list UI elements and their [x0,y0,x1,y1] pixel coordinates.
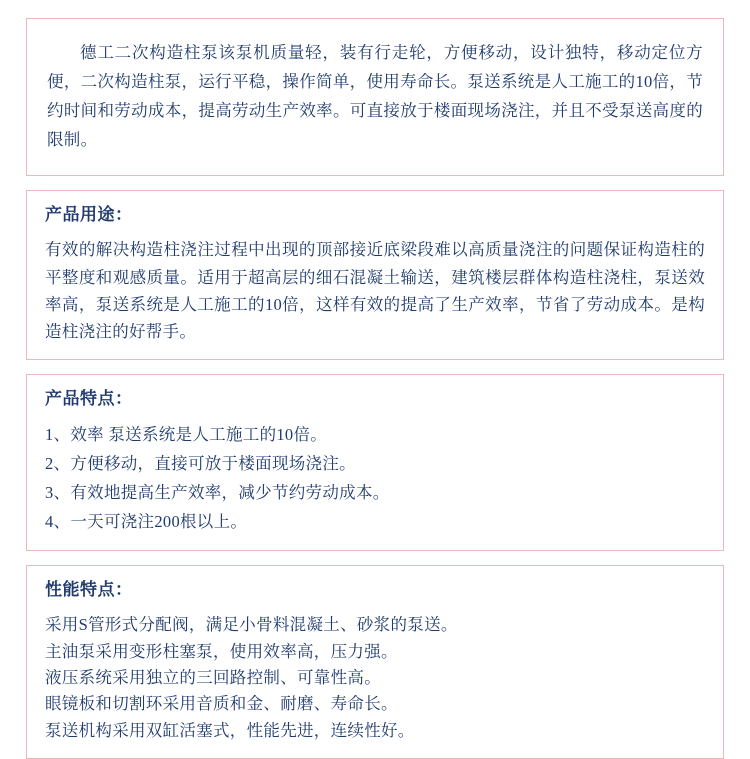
performance-panel [26,565,724,759]
list-item: 2、方便移动，直接可放于楼面现场浇注。 [45,453,356,473]
features-panel [26,374,724,551]
list-item: 采用S管形式分配阀，满足小骨料混凝土、砂浆的泵送。 [45,615,458,635]
list-item: 4、一天可浇注200根以上。 [45,511,248,531]
list-item: 主油泵采用变形柱塞泵，使用效率高，压力强。 [45,641,398,661]
list-item: 泵送机构采用双缸活塞式，性能先进，连续性好。 [45,720,415,740]
usage-title: 产品用途： [45,204,133,224]
usage-text: 有效的解决构造柱浇注过程中出现的顶部接近底梁段难以高质量浇注的问题保证构造柱的平整度和观感质量。适用于超高层的细石混凝土输送，建筑楼层群体构造柱浇柱，泵送效率高，泵送系统是人工施工的10倍，这样有效的提高了生产效率，节省了劳动成本。是构造柱浇注的好帮手。 [45,240,705,341]
list-item: 眼镜板和切割环采用音质和金、耐磨、寿命长。 [45,694,398,714]
list-item: 1、效率 泵送系统是人工施工的10倍。 [45,424,328,444]
performance-list [45,612,705,744]
performance-title: 性能特点： [45,580,133,600]
list-item: 液压系统采用独立的三回路控制、可靠性高。 [45,668,381,688]
features-title: 产品特点： [45,389,133,409]
intro-text: 德工二次构造柱泵该泵机质量轻，装有行走轮，方便移动，设计独特，移动定位方便，二次构造柱泵，运行平稳，操作简单，使用寿命长。泵送系统是人工施工的10倍，节约时间和劳动成本，提高劳动生产效率。可直接放于楼面现场浇注，并且不受泵送高度的限制。 [47,43,703,149]
intro-panel [26,18,724,176]
usage-panel [26,190,724,361]
features-list [45,421,705,537]
list-item: 3、有效地提高生产效率，减少节约劳动成本。 [45,482,390,502]
